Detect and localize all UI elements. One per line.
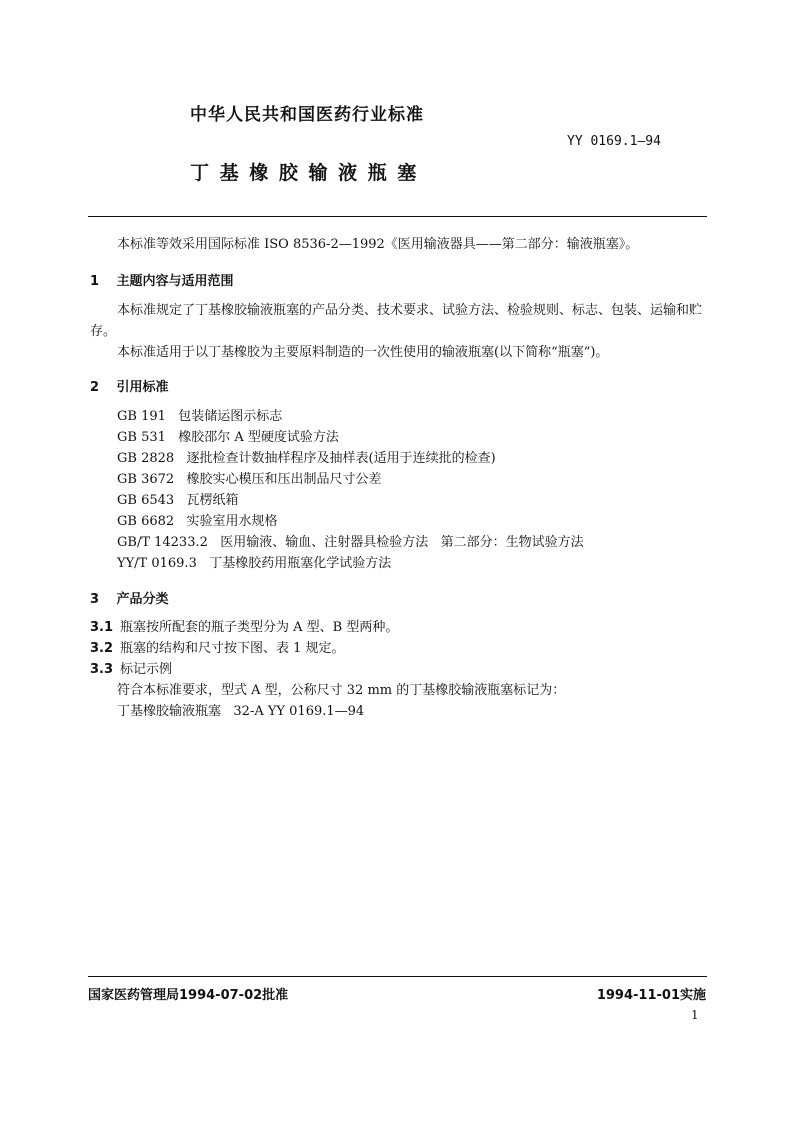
reference-item: GB 3672 橡胶实心模压和压出制品尺寸公差 xyxy=(117,472,382,487)
page-number: 1 xyxy=(691,1008,699,1022)
reference-item: GB 191 包装储运图示标志 xyxy=(117,409,283,424)
standard-code: YY 0169.1—94 xyxy=(567,134,661,149)
section-2-heading xyxy=(90,376,169,395)
section-3-title: 产品分类 xyxy=(116,592,169,607)
clause-text: 瓶塞按所配套的瓶子类型分为 A 型、B 型两种。 xyxy=(120,620,399,635)
section-3-heading xyxy=(90,588,169,607)
effective-date: 1994-11-01实施 xyxy=(596,988,706,1003)
header-rule xyxy=(88,216,707,217)
clause-number: 3.3 xyxy=(90,662,114,677)
footer-rule xyxy=(88,976,707,977)
reference-item: GB/T 14233.2 医用输液、输血、注射器具检验方法 第二部分：生物试验方法 xyxy=(117,535,584,550)
section-1-paragraph-1-line-1: 本标准规定了丁基橡胶输液瓶塞的产品分类、技术要求、试验方法、检验规则、标志、包装、运输和贮 xyxy=(117,303,703,318)
approval-statement: 国家医药管理局1994-07-02批准 xyxy=(88,988,289,1003)
clause-3-2 xyxy=(90,640,345,658)
clause-number: 3.1 xyxy=(90,620,114,635)
marking-example-line-1: 符合本标准要求，型式 A 型，公称尺寸 32 mm 的丁基橡胶输液瓶塞标记为： xyxy=(117,683,566,698)
clause-3-3 xyxy=(90,661,172,679)
reference-item: GB 6543 瓦楞纸箱 xyxy=(117,493,239,508)
marking-example-line-2: 丁基橡胶输液瓶塞 32-A YY 0169.1—94 xyxy=(117,704,365,719)
reference-item: GB 6682 实验室用水规格 xyxy=(117,514,278,529)
intro-paragraph: 本标准等效采用国际标准 ISO 8536-2—1992《医用输液器具——第二部分：输液瓶塞》。 xyxy=(117,237,639,252)
clause-3-1 xyxy=(90,619,398,637)
reference-item: YY/T 0169.3 丁基橡胶药用瓶塞化学试验方法 xyxy=(117,556,392,571)
section-2-title: 引用标准 xyxy=(116,380,169,395)
clause-number: 3.2 xyxy=(90,641,114,656)
reference-item: GB 531 橡胶邵尔 A 型硬度试验方法 xyxy=(117,430,339,445)
section-3-number: 3 xyxy=(90,592,100,607)
section-1-paragraph-2: 本标准适用于以丁基橡胶为主要原料制造的一次性使用的输液瓶塞(以下简称“瓶塞”)。 xyxy=(117,345,609,360)
reference-item: GB 2828 逐批检查计数抽样程序及抽样表(适用于连续批的检查) xyxy=(117,451,496,466)
section-1-heading xyxy=(90,270,234,289)
clause-text: 瓶塞的结构和尺寸按下图、表 1 规定。 xyxy=(120,641,345,656)
section-1-title: 主题内容与适用范围 xyxy=(116,274,234,289)
section-1-paragraph-1-line-2: 存。 xyxy=(90,324,117,339)
document-title: 丁 基 橡 胶 输 液 瓶 塞 xyxy=(190,162,419,184)
issuing-body-title: 中华人民共和国医药行业标准 xyxy=(190,105,424,125)
section-2-number: 2 xyxy=(90,380,100,395)
section-1-number: 1 xyxy=(90,274,100,289)
clause-text: 标记示例 xyxy=(120,662,173,677)
